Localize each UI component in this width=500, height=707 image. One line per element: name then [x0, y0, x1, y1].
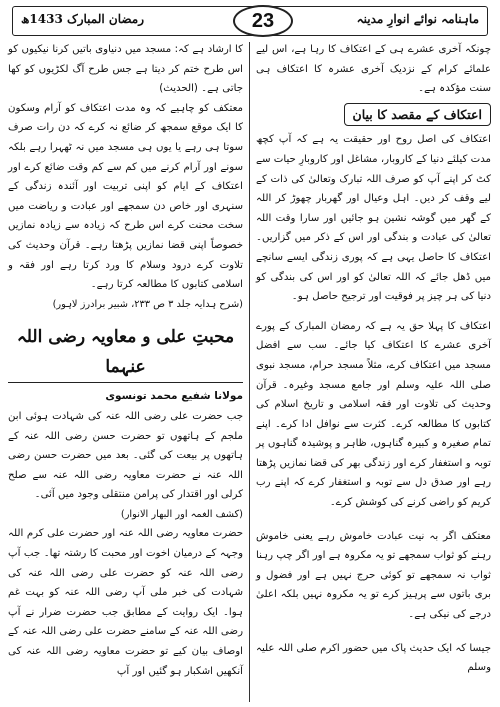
right-paragraph-1: اعتکاف کی اصل روح اور حقیقت یہ ہے کہ آپ کچھ مدت کیلئے دنیا کے کاروبار، مشاغل اور کاروبارِ حیات سے کٹ کر اپنے آپ کو صرف اللہ تبارک وتعالیٰ کی ذات کے لیے وقف کر دیں۔ اہل وعیال اور گھربار چھوڑ کر اللہ کے گھر میں گوشہ نشین ہو جائیں اور سارا وقت اللہ تعالیٰ کی عبادت و بندگی اور اس کے ذکر میں گزاریں۔ اعتکاف کا حاصل یہی ہے کہ پوری زندگی ایسے سانچے میں ڈھل جائے کہ اللہ تعالیٰ کو اور اس کی بندگی کو دنیا کی ہر چیز پر فوقیت اور ترجیح حاصل ہو۔ — [256, 134, 491, 303]
article-paragraph-1: جب حضرت علی رضی اللہ عنہ کی شہادت ہوئی ابن ملجم کے ہاتھوں تو حضرت حسن رضی اللہ عنہ کے ہاتھوں پر بیعت کی گئی۔ بعد میں حضرت حسن رضی اللہ عنہ نے حضرت معاویہ رضی اللہ عنہ سے صلح کرلی اور اقتدار کی پرامن منتقلی وجود میں آئی۔ — [8, 410, 243, 501]
left-intro: کا ارشاد ہے کہ: مسجد میں دنیاوی باتیں کرنا نیکیوں کو اس طرح ختم کر دیتا ہے جس طرح آگ لکڑیوں کو کھا جاتی ہے۔ (الحدیث) — [8, 44, 243, 95]
left-column — [8, 40, 243, 681]
left-source: (شرح ہدایہ جلد ۳ ص ۲۳۳، شبیر برادرز لاہور) — [52, 298, 243, 310]
article-title: محبتِ علی و معاویہ رضی اللہ عنہما — [8, 322, 243, 383]
article-source: (کشف الغمہ اور البھار الانوار) — [120, 508, 243, 520]
right-paragraph-4: جیسا کہ ایک حدیث پاک میں حضور اکرم صلی اللہ علیہ وسلم — [256, 642, 491, 674]
page-header — [12, 6, 488, 36]
right-intro: چونکہ آخری عشرے ہی کے اعتکاف کا رہا ہے، اس لیے علمائے کرام کے نزدیک آخری عشرہ کا اعتکاف ہی سنت مؤکدہ ہے۔ — [256, 44, 491, 95]
article-author: مولانا شفیع محمد تونسوی — [105, 390, 243, 403]
page-number: 23 — [233, 5, 293, 37]
column-divider — [249, 42, 250, 702]
magazine-title: ماہنامہ نوائے انوارِ مدینہ — [356, 12, 479, 26]
section-heading: اعتکاف کے مقصد کا بیان — [344, 103, 491, 127]
article-paragraph-2: حضرت معاویہ رضی اللہ عنہ اور حضرت علی کرم اللہ وجہہ کے درمیان اخوت اور محبت کا رشتہ تھا۔ جب آپ رضی اللہ عنہ کو حضرت علی رضی اللہ عنہ کی شہادت کی خبر ملی آپ رضی اللہ عنہ کو بہت غم ہوا۔ ایک روایت کے مطابق جب حضرت ضرار نے آپ رضی اللہ عنہ کے سامنے حضرت علی رضی اللہ عنہ کے اوصاف بیان کیے تو حضرت معاویہ رضی اللہ عنہ کی آنکھیں اشکبار ہو گئیں اور آپ — [8, 528, 243, 677]
right-column — [256, 40, 491, 678]
issue-label: رمضان المبارک 1433ھ — [21, 12, 144, 26]
left-paragraph-1: معتکف کو چاہیے کہ وہ مدت اعتکاف کو آرام وسکون کا ایک موقع سمجھ کر ضائع نہ کرے کہ دن رات صرف سوتا ہی رہے یا یوں ہی مسجد میں نہ ٹھہرا رہے بلکہ سونے اور آرام کرنے میں کم سے کم وقت ضائع کرے اور اعتکاف کے ایام کو اپنی تربیت اور آئندہ زندگی کے سنہری اور خاص دن سمجھے اور عبادت و ریاضت میں سخت محنت کرے اس طرح کہ زیادہ سے زیادہ نمازیں خصوصاً اپنی قضا نمازیں پڑھتا رہے۔ قرآن وحدیث کی تلاوت کرے درود وسلام کا ورد کرتا رہے اور فقہ و اسلامی کتابوں کا مطالعہ کرتا رہے۔ — [8, 102, 243, 291]
right-paragraph-3: معتکف اگر بہ نیت عبادت خاموش رہے یعنی خاموش رہنے کو ثواب سمجھے تو یہ مکروہ ہے اور اگر چپ رہنا ثواب نہ سمجھے تو کوئی حرج نہیں ہے اور فضول و بری باتوں سے پرہیز کرے تو یہ مکروہ نہیں بلکہ اعلیٰ درجے کی نیکی ہے۔ — [256, 530, 491, 621]
right-paragraph-2: اعتکاف کا پہلا حق یہ ہے کہ رمضان المبارک کے پورے آخری عشرے کا اعتکاف کیا جائے۔ سب سے افضل مسجد میں اعتکاف کرے، مثلاً مسجد حرام، مسجد نبوی صلی اللہ علیہ وسلم اور جامع مسجد وغیرہ۔ قرآن وحدیث کی تلاوت اور فقہ اسلامی و تاریخ اسلام کی کتابوں کا مطالعہ کرے۔ کثرت سے نوافل ادا کرے۔ اپنے تمام صغیرہ و کبیرہ گناہوں، ظاہر و پوشیدہ گناہوں پر توبہ و استغفار کرے اور زندگی بھر کی قضا نمازیں پڑھتا رہے اور صدق دل سے توبہ و استغفار کرے کہ اپنے رب کریم کو راضی کرنے کی کوشش کرے۔ — [256, 320, 491, 509]
